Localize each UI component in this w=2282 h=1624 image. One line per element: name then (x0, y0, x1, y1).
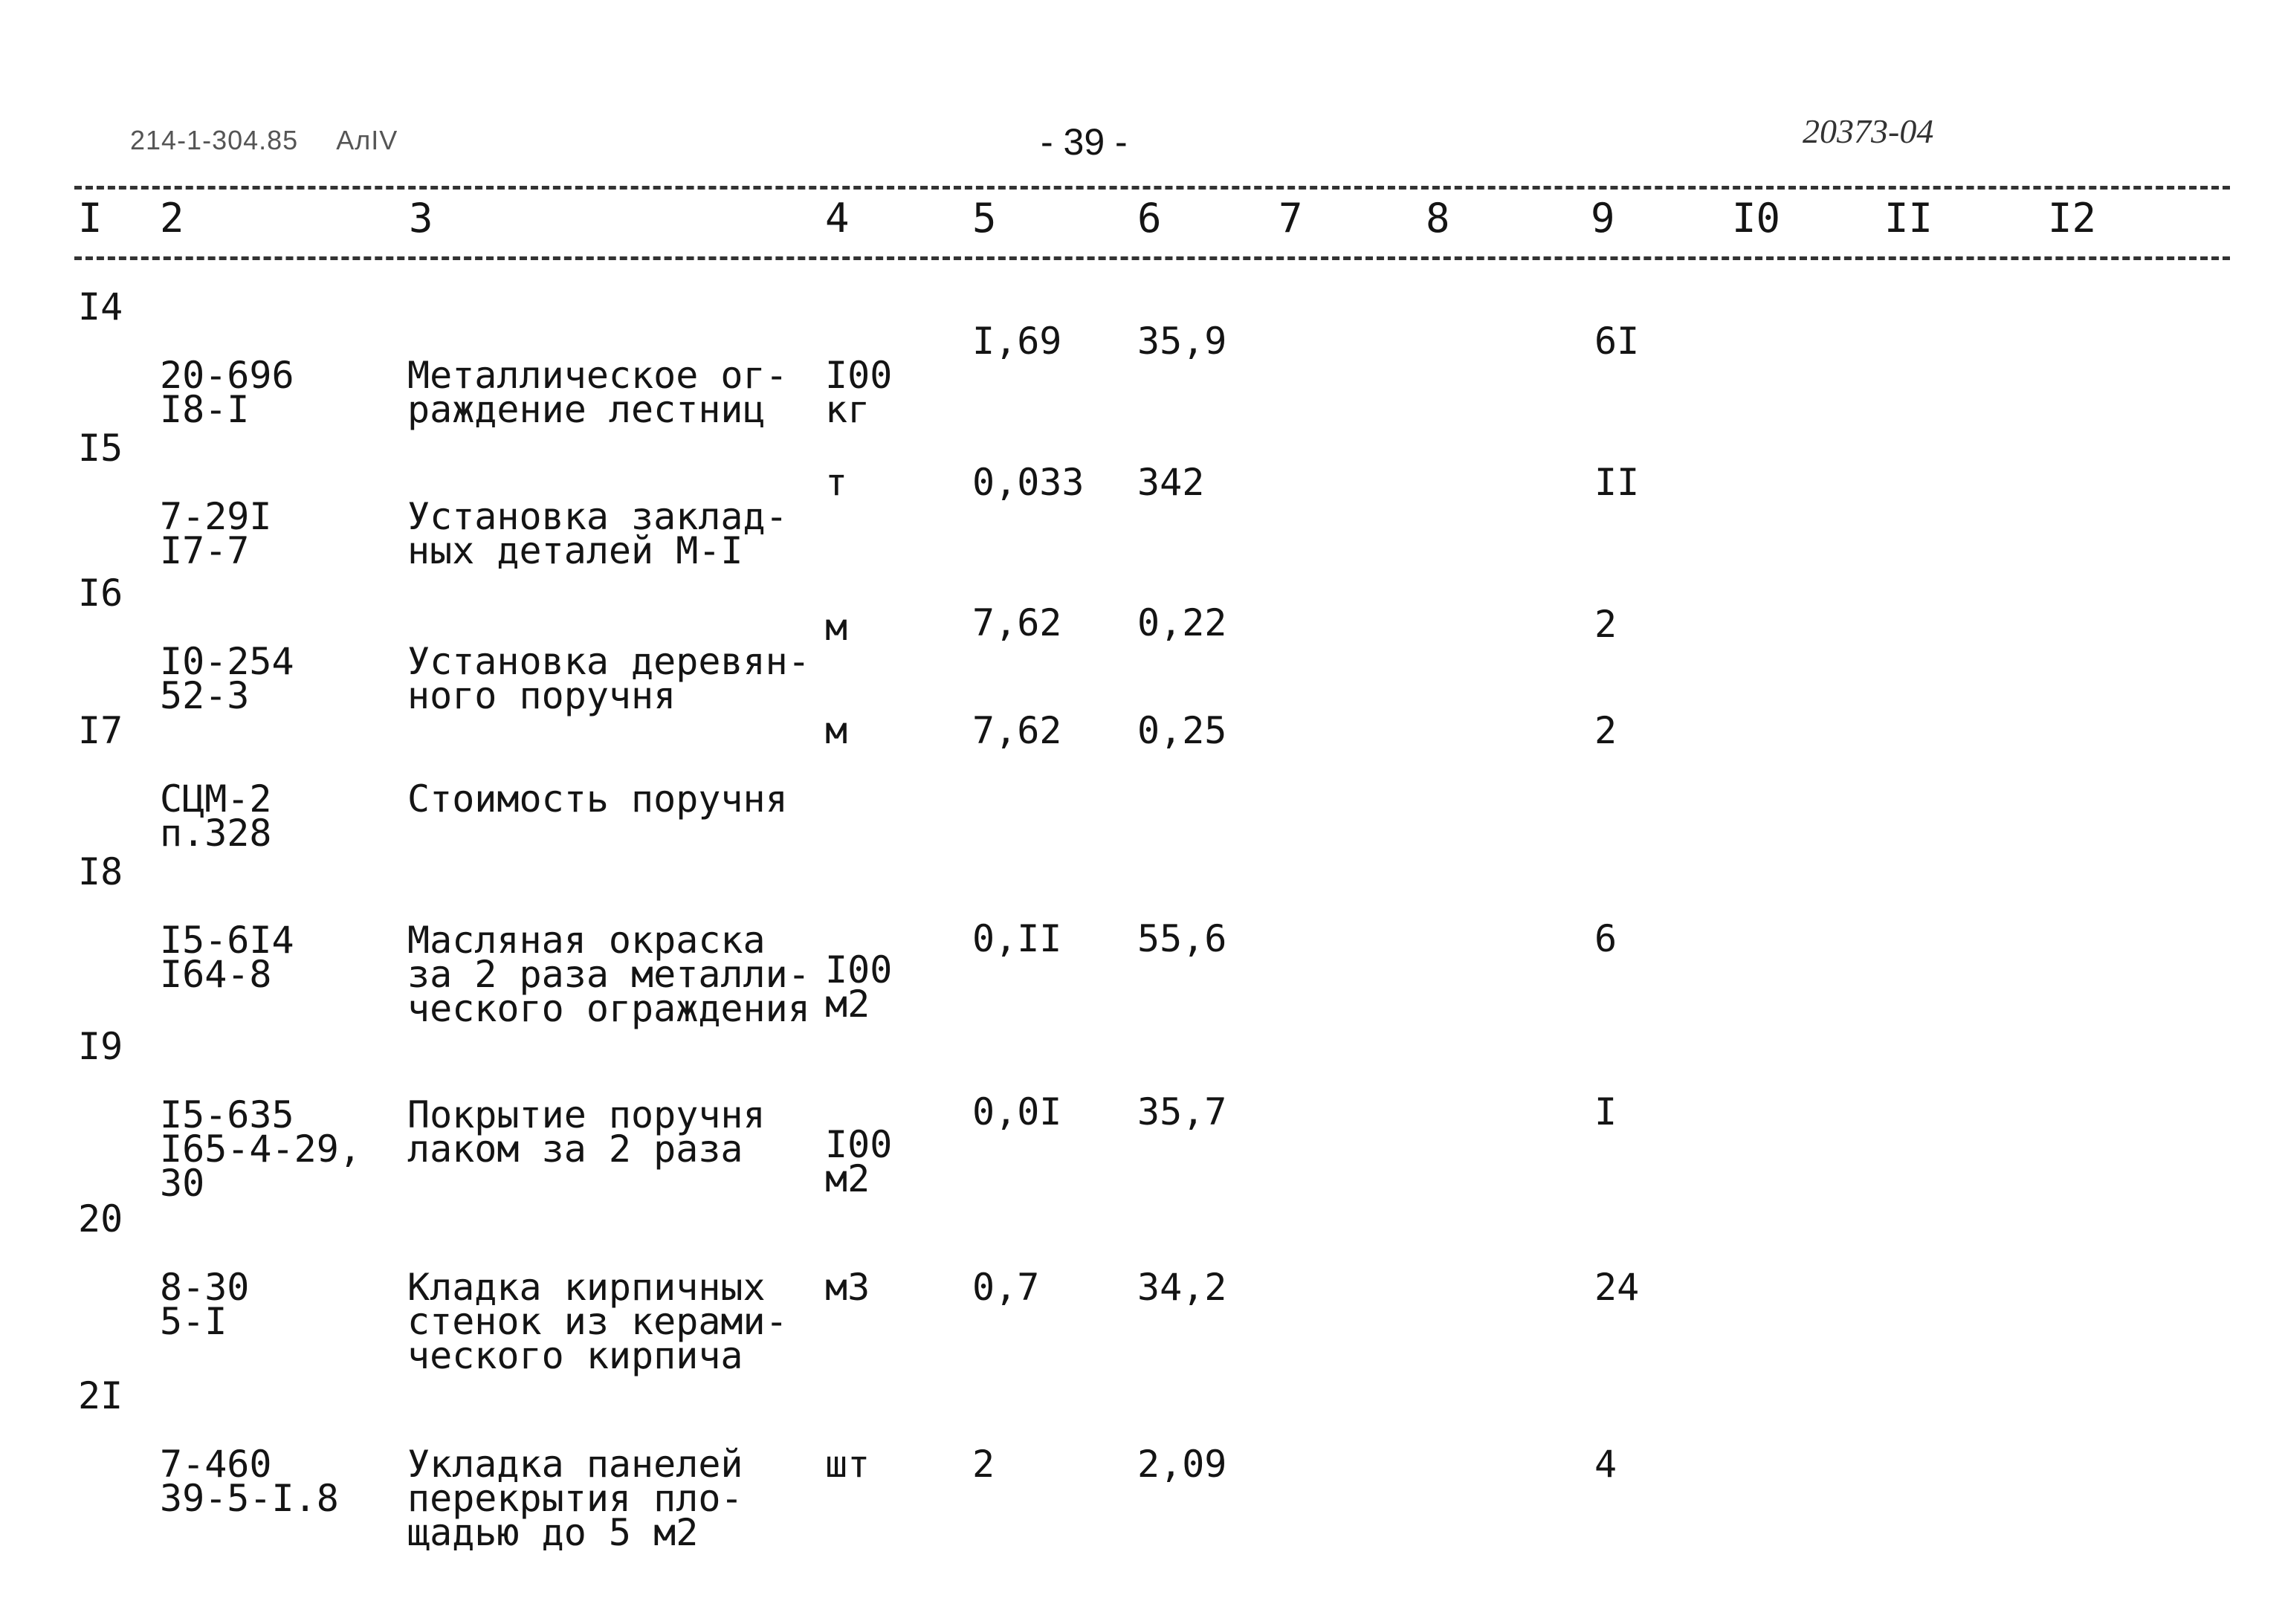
unit: I00 м2 (825, 1123, 893, 1200)
page-number: - 39 - (1041, 121, 1128, 163)
norm-code: 20-696 I8-I (160, 354, 294, 431)
row-number: 20 (78, 1197, 123, 1240)
work-description: Установка деревян- ного поручня (407, 640, 810, 717)
quantity: I,69 (972, 320, 1062, 363)
unit: м3 (825, 1266, 870, 1309)
header-left-mark: AлIV (336, 125, 398, 155)
unit: шт (825, 1443, 870, 1486)
unit: м (825, 606, 848, 649)
norm-code: I5-635 I65-4-29, 30 (160, 1093, 361, 1205)
unit-price: 34,2 (1137, 1266, 1227, 1309)
col-header-4: 4 (825, 195, 850, 242)
norm-code: 7-29I I7-7 (160, 495, 272, 572)
unit-price: 55,6 (1137, 917, 1227, 960)
quantity: 0,0I (972, 1090, 1062, 1133)
total-cost: 2 (1594, 603, 1617, 646)
row-number: I5 (78, 427, 123, 470)
total-cost: 6 (1594, 917, 1617, 960)
col-header-1: I (78, 195, 103, 242)
row-number: I4 (78, 285, 123, 329)
top-dashed-rule (74, 186, 2230, 190)
quantity: 2 (972, 1443, 995, 1486)
header-dashed-rule (74, 256, 2230, 260)
col-header-3: 3 (409, 195, 433, 242)
col-header-5: 5 (972, 195, 997, 242)
header-left (130, 125, 398, 156)
total-cost: 2 (1594, 709, 1617, 752)
norm-code: 8-30 5-I (160, 1266, 250, 1343)
work-description: Укладка панелей перекрытия пло- щадью до 5 м2 (407, 1443, 743, 1554)
col-header-9: 9 (1591, 195, 1615, 242)
quantity: 0,7 (972, 1266, 1040, 1309)
quantity: 0,II (972, 917, 1062, 960)
unit-price: 0,25 (1137, 709, 1227, 752)
col-header-2: 2 (160, 195, 184, 242)
unit: I00 кг (825, 354, 893, 431)
quantity: 0,033 (972, 461, 1085, 504)
unit: м (825, 709, 848, 752)
row-number: I8 (78, 850, 123, 893)
norm-code: СЦМ-2 п.328 (160, 777, 272, 855)
total-cost: 4 (1594, 1443, 1617, 1486)
norm-code: 7-460 39-5-I.8 (160, 1443, 339, 1520)
unit-price: 35,7 (1137, 1090, 1227, 1133)
unit-price: 0,22 (1137, 601, 1227, 644)
col-header-7: 7 (1279, 195, 1303, 242)
unit-price: 2,09 (1137, 1443, 1227, 1486)
work-description: Покрытие поручня лаком за 2 раза (407, 1093, 766, 1171)
total-cost: I (1594, 1090, 1617, 1133)
row-number: I9 (78, 1025, 123, 1068)
col-header-10: I0 (1732, 195, 1781, 242)
work-description: Кладка кирпичных стенок из керами- ческого кирпича (407, 1266, 788, 1377)
unit-price: 35,9 (1137, 320, 1227, 363)
header-right-ref: 20373-04 (1803, 112, 1934, 150)
col-header-8: 8 (1426, 195, 1450, 242)
quantity: 7,62 (972, 709, 1062, 752)
total-cost: II (1594, 461, 1640, 504)
norm-code: I5-6I4 I64-8 (160, 919, 294, 996)
total-cost: 6I (1594, 320, 1640, 363)
row-number: 2I (78, 1374, 123, 1417)
row-number: I6 (78, 572, 123, 615)
norm-code: I0-254 52-3 (160, 640, 294, 717)
work-description: Стоимость поручня (407, 777, 788, 821)
col-header-11: II (1884, 195, 1933, 242)
col-header-12: I2 (2048, 195, 2097, 242)
row-number: I7 (78, 709, 123, 752)
unit-price: 342 (1137, 461, 1205, 504)
work-description: Металлическое ог- раждение лестниц (407, 354, 788, 431)
quantity: 7,62 (972, 601, 1062, 644)
work-description: Установка заклад- ных деталей М-I (407, 495, 788, 572)
col-header-6: 6 (1137, 195, 1162, 242)
total-cost: 24 (1594, 1266, 1640, 1309)
header-left-ref: 214-1-304.85 (130, 125, 299, 155)
unit: I00 м2 (825, 948, 893, 1026)
work-description: Масляная окраска за 2 раза металли- ческого ограждения (407, 919, 810, 1030)
unit: т (825, 461, 848, 504)
